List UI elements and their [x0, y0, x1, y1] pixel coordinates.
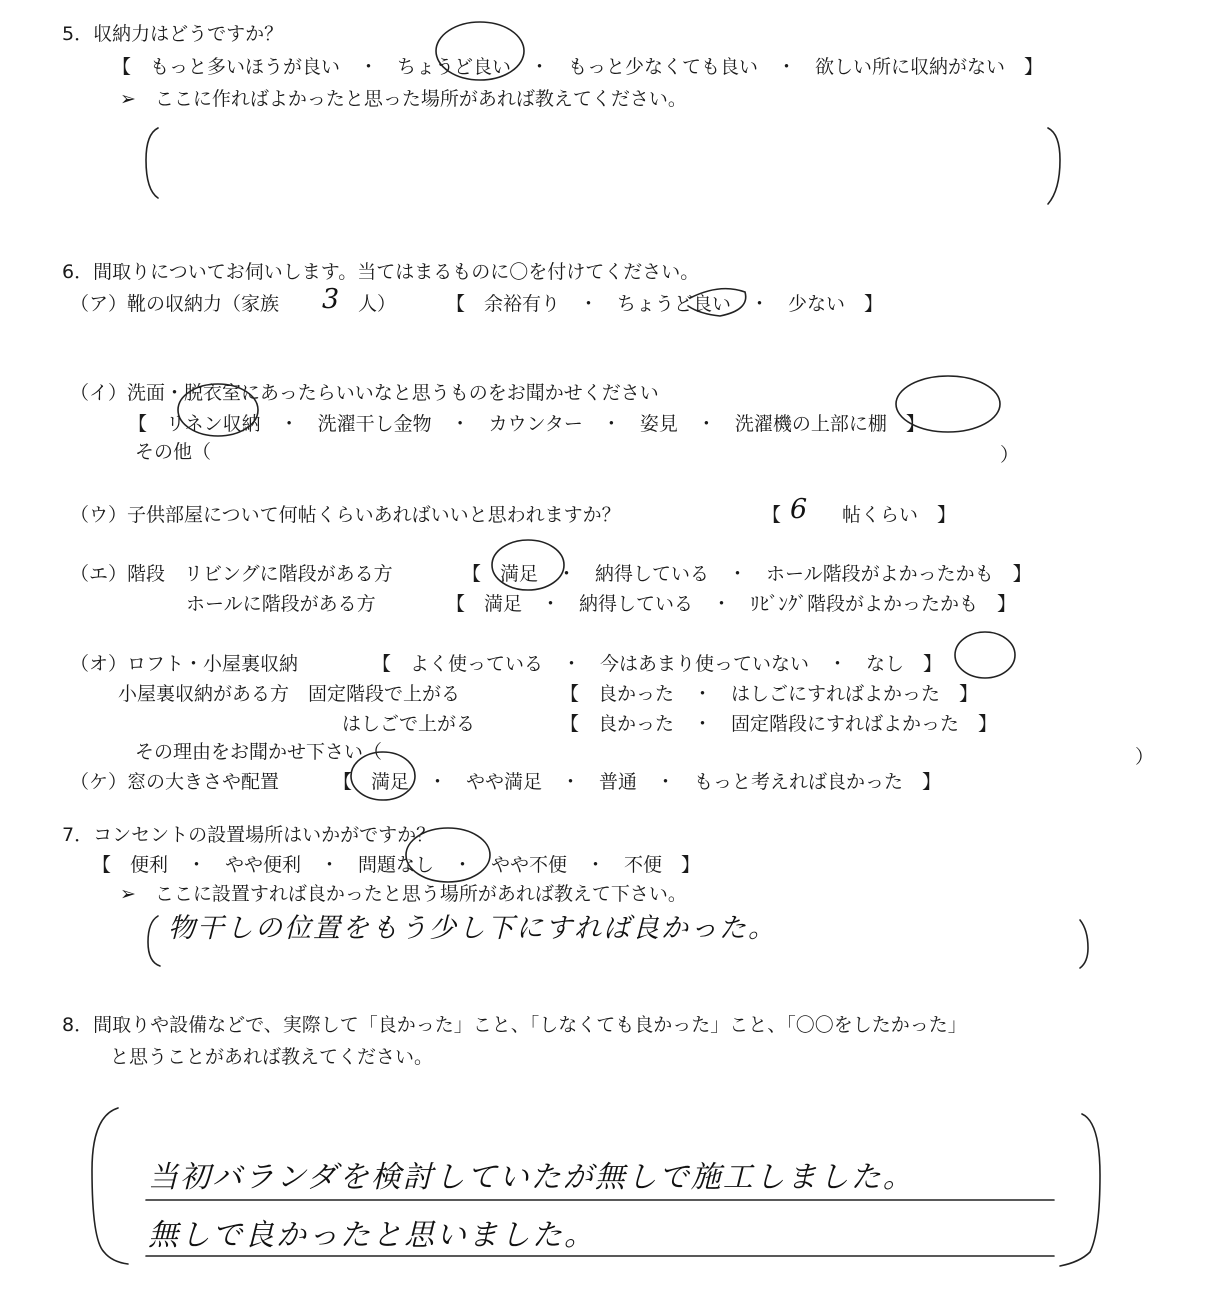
- q6-e-options2[interactable]: 【 満足 ・ 納得している ・ ﾘﾋﾞﾝｸﾞ階段がよかったかも 】: [446, 593, 1017, 615]
- q6-u-open: 【: [762, 504, 782, 526]
- q7-answer[interactable]: 物干しの位置をもう少し下にすれば良かった。: [168, 913, 777, 944]
- q6-ke-options[interactable]: 【 満足 ・ やや満足 ・ 普通 ・ もっと考えれば良かった 】: [333, 771, 942, 793]
- q6-title: 6．間取りについてお伺いします。当てはまるものに〇を付けてください。: [62, 261, 700, 283]
- q6-a-family-count[interactable]: 3: [322, 284, 342, 315]
- q6-o-sub2-options[interactable]: 【 良かった ・ 固定階段にすればよかった 】: [560, 713, 998, 735]
- q5-bracket-right: [1048, 128, 1060, 204]
- q8-title2: と思うことがあれば教えてください。: [110, 1046, 434, 1068]
- q6-e-circle-mark: [492, 540, 564, 590]
- q6-i-other-close: ）: [1000, 444, 1020, 466]
- q6-o-reason-close: ）: [1135, 746, 1155, 768]
- q7-bracket-right: [1080, 920, 1088, 968]
- q6-i-circle-rinen: [178, 384, 258, 436]
- q6-ke-circle-mark: [351, 752, 415, 800]
- q8-box-right: [1060, 1114, 1100, 1266]
- q7-prompt: ➢ ここに設置すれば良かったと思う場所があれば教えて下さい。: [120, 883, 687, 905]
- q6-i-label: （イ）洗面・脱衣室にあったらいいなと思うものをお聞かせください: [70, 382, 659, 404]
- q6-o-sub1: 小屋裏収納がある方 固定階段で上がる: [118, 683, 461, 705]
- q6-o-sub1-options[interactable]: 【 良かった ・ はしごにすればよかった 】: [560, 683, 979, 705]
- q6-o-circle-mark: [955, 632, 1015, 678]
- q6-i-other: その他（: [135, 441, 212, 463]
- q8-box-left: [92, 1108, 128, 1264]
- q6-i-circle-shelf: [896, 376, 1000, 432]
- q6-e-options1[interactable]: 【 満足 ・ 納得している ・ ホール階段がよかったかも 】: [462, 563, 1032, 585]
- q5-circle-mark: [436, 22, 524, 80]
- q6-u-unit: 帖くらい 】: [842, 504, 957, 526]
- q6-o-sub2: はしごで上がる: [342, 713, 476, 735]
- q5-options[interactable]: 【 もっと多いほうが良い ・ ちょうど良い ・ もっと少なくても良い ・ 欲しい所に収納がない 】: [112, 56, 1044, 78]
- q6-o-reason: その理由をお聞かせ下さい（: [135, 741, 383, 763]
- q6-a-options[interactable]: 【 余裕有り ・ ちょうど良い ・ 少ない 】: [446, 293, 884, 315]
- q7-bracket-left: [148, 916, 160, 966]
- q6-a-circle-mark: [688, 289, 746, 316]
- q8-answer-line1[interactable]: 当初バランダを検討していたが無しで施工しました。: [148, 1160, 915, 1195]
- q7-circle-mark: [406, 828, 490, 882]
- q8-title: 8．間取りや設備などで、実際して「良かった」こと、「しなくても良かった」こと、「〇〇をしたかった」: [62, 1014, 967, 1036]
- q6-u-value[interactable]: 6: [790, 494, 810, 525]
- q5-prompt: ➢ ここに作ればよかったと思った場所があれば教えてください。: [120, 88, 687, 110]
- q6-ke-label: （ケ）窓の大きさや配置: [70, 771, 280, 793]
- q8-answer-line2[interactable]: 無しで良かったと思いました。: [148, 1218, 596, 1253]
- q6-e-sub2: ホールに階段がある方: [186, 593, 376, 615]
- q6-u-label: （ウ）子供部屋について何帖くらいあればいいと思われますか？: [70, 504, 621, 526]
- q6-e-label: （エ）階段 リビングに階段がある方: [70, 563, 393, 585]
- q6-i-options[interactable]: 【 リネン収納 ・ 洗濯干し金物 ・ カウンター ・ 姿見 ・ 洗濯機の上部に棚 】: [128, 413, 925, 435]
- q7-options[interactable]: 【 便利 ・ やや便利 ・ 問題なし ・ やや不便 ・ 不便 】: [92, 854, 701, 876]
- q6-a-label: （ア）靴の収納力（家族: [70, 293, 280, 315]
- q5-bracket-left: [146, 128, 158, 198]
- q6-o-label: （オ）ロフト・小屋裏収納: [70, 653, 299, 675]
- q5-title: 5．収納力はどうですか？: [62, 23, 284, 45]
- q6-o-options[interactable]: 【 よく使っている ・ 今はあまり使っていない ・ なし 】: [372, 653, 943, 675]
- q6-a-unit: 人）: [358, 293, 397, 315]
- q7-title: 7．コンセントの設置場所はいかがですか？: [62, 824, 436, 846]
